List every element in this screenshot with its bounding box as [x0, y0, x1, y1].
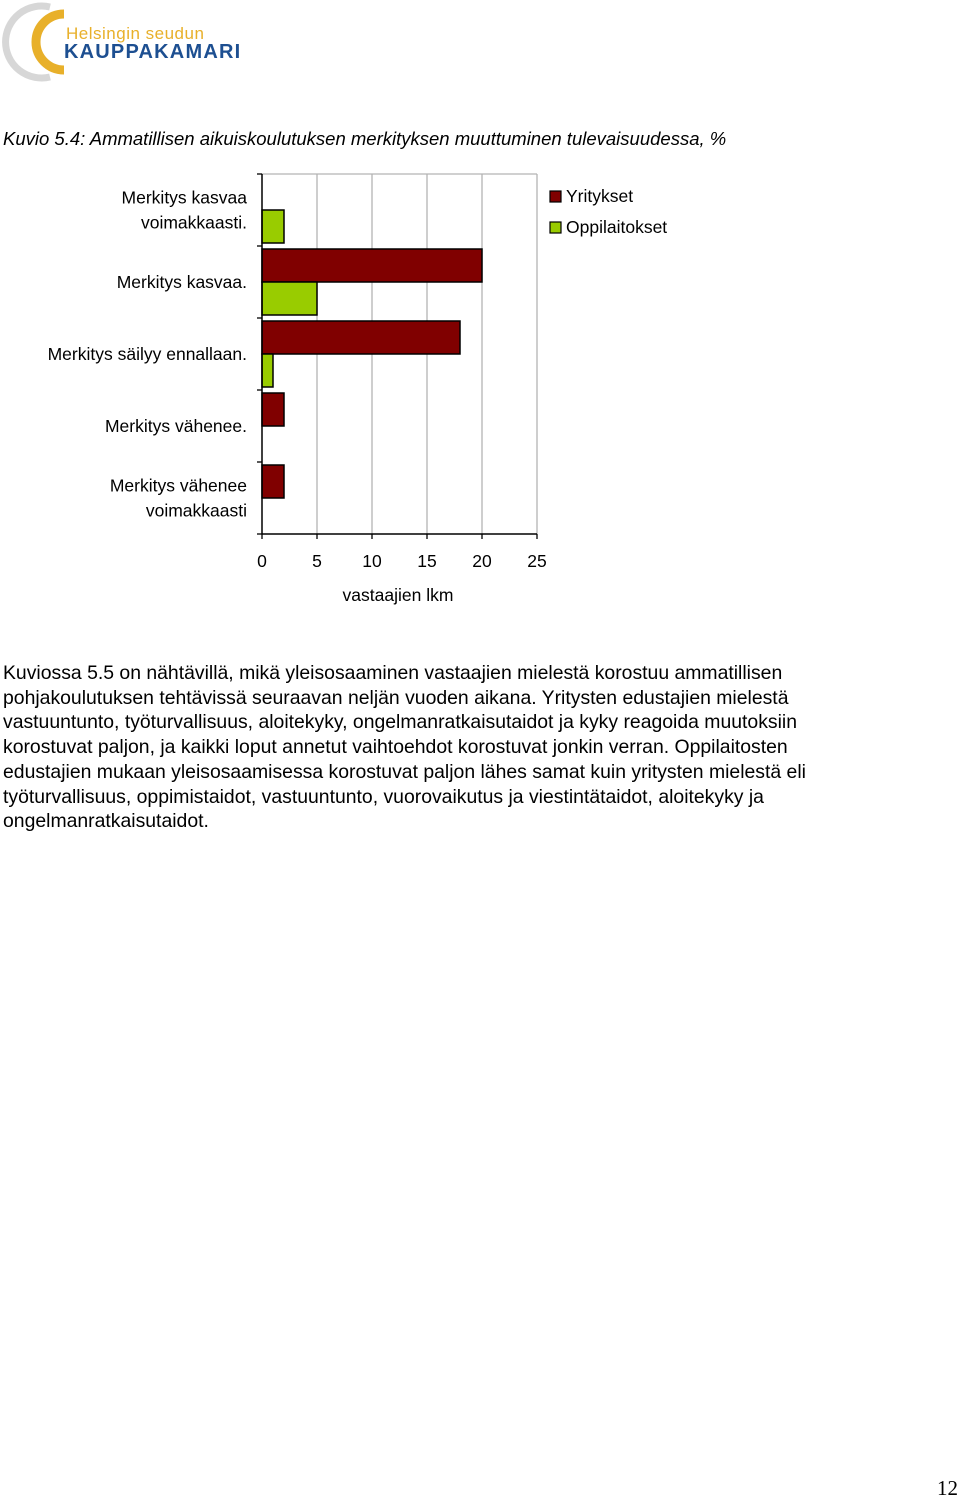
x-tick-labels	[257, 551, 547, 571]
logo-line-2: KAUPPAKAMARI	[64, 41, 242, 63]
x-tick-label: 20	[472, 551, 492, 571]
category-label: Merkitys vähenee	[109, 475, 247, 496]
legend-label: Oppilaitokset	[566, 217, 668, 237]
bar-oppilaitokset-1	[262, 282, 317, 315]
logo-line-1: Helsingin seudun	[66, 24, 205, 43]
page-number: 12	[937, 1476, 958, 1500]
x-axis-label: vastaajien lkm	[342, 585, 454, 605]
x-tick-label: 0	[257, 551, 267, 571]
legend-swatch-yritykset	[550, 191, 561, 202]
paragraph-line: pohjakoulutuksen tehtävissä seuraavan neljän vuoden aikana. Yritysten edustajien mielestä	[3, 686, 789, 709]
legend-swatch-oppilaitokset	[550, 222, 561, 233]
category-label: Merkitys kasvaa	[121, 187, 247, 208]
category-label: voimakkaasti	[145, 500, 247, 521]
x-tick-label: 15	[417, 551, 437, 571]
paragraph-line: työturvallisuus, oppimistaidot, vastuuntunto, vuorovaikutus ja viestintätaidot, aloitekyky ja	[3, 785, 764, 808]
paragraph-line: vastuuntunto, työturvallisuus, aloitekyky, ongelmanratkaisutaidot ja kyky reagoida muutoksiin	[3, 711, 797, 734]
legend-label: Yritykset	[566, 186, 634, 206]
category-label: Merkitys vähenee.	[104, 416, 247, 436]
logo-swoosh-outer	[6, 6, 50, 78]
bar-chart	[0, 160, 720, 620]
category-label: voimakkaasti.	[140, 212, 247, 233]
paragraph-line: Kuviossa 5.5 on nähtävillä, mikä yleisosaaminen vastaajien mielestä korostuu ammatillisen	[3, 662, 783, 684]
bar-yritykset-1	[262, 249, 482, 282]
x-tick-label: 25	[527, 551, 547, 571]
x-tick-label: 5	[312, 551, 322, 571]
kauppakamari-logo	[0, 0, 280, 84]
x-tick-label: 10	[362, 551, 382, 571]
chart-axes	[257, 174, 537, 539]
bar-oppilaitokset-0	[262, 210, 284, 243]
body-paragraph	[3, 661, 903, 834]
chart-legend	[550, 186, 667, 237]
bar-yritykset-4	[262, 465, 284, 498]
bar-yritykset-2	[262, 321, 460, 354]
category-label: Merkitys kasvaa.	[116, 272, 247, 292]
paragraph-line: korostuvat paljon, ja kaikki loput annetut vaihtoehdot korostuvat jonkin verran. Oppilaitosten	[3, 736, 788, 759]
bar-yritykset-3	[262, 393, 284, 426]
bar-oppilaitokset-2	[262, 354, 273, 387]
category-label: Merkitys säilyy ennallaan.	[47, 344, 247, 364]
paragraph-line: edustajien mukaan yleisosaamisessa korostuvat paljon lähes samat kuin yritysten mielestä eli	[3, 760, 806, 783]
category-labels	[48, 188, 248, 521]
paragraph-line: ongelmanratkaisutaidot.	[3, 810, 209, 833]
figure-caption: Kuvio 5.4: Ammatillisen aikuiskoulutuksen merkityksen muuttuminen tulevaisuudessa, %	[3, 128, 727, 149]
logo-swoosh-inner	[36, 14, 64, 70]
